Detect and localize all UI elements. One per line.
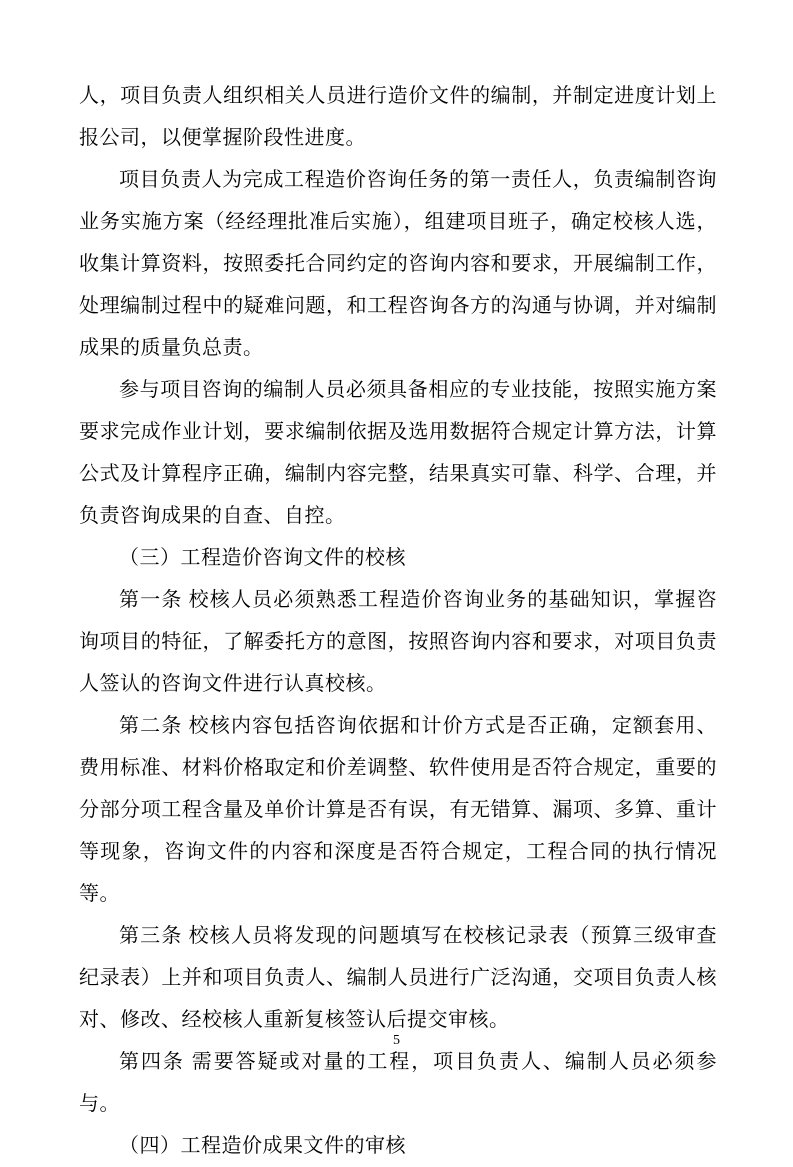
paragraph-article-four: 第四条 需要答疑或对量的工程，项目负责人、编制人员必须参与。 (79, 1051, 717, 1115)
section-heading-four: （四）工程造价成果文件的审核 (119, 1135, 406, 1157)
section-heading-three: （三）工程造价咨询文件的校核 (119, 547, 406, 569)
document-body (79, 75, 717, 1167)
paragraph-continuation: 人，项目负责人组织相关人员进行造价文件的编制，并制定进度计划上报公司，以便掌握阶段性进度。 (79, 85, 717, 149)
page-number: 5 (393, 1033, 400, 1048)
paragraph-article-two: 第二条 校核内容包括咨询依据和计价方式是否正确，定额套用、费用标准、材料价格取定和价差调整、软件使用是否符合规定，重要的分部分项工程含量及单价计算是否有误，有无错算、漏项、多算、重计等现象，咨询文件的内容和深度是否符合规定，工程合同的执行情况等。 (79, 715, 717, 905)
paragraph-compiler-duty: 参与项目咨询的编制人员必须具备相应的专业技能，按照实施方案要求完成作业计划，要求编制依据及选用数据符合规定计算方法，计算公式及计算程序正确，编制内容完整，结果真实可靠、科学、合理，并负责咨询成果的自查、自控。 (79, 379, 717, 527)
paragraph-project-leader-duty: 项目负责人为完成工程造价咨询任务的第一责任人，负责编制咨询业务实施方案（经经理批准后实施），组建项目班子，确定校核人选，收集计算资料，按照委托合同约定的咨询内容和要求，开展编制工作，处理编制过程中的疑难问题，和工程咨询各方的沟通与协调，并对编制成果的质量负总责。 (79, 169, 717, 359)
paragraph-article-three: 第三条 校核人员将发现的问题填写在校核记录表（预算三级审查纪录表）上并和项目负责人、编制人员进行广泛沟通，交项目负责人核对、修改、经校核人重新复核签认后提交审核。 (79, 925, 717, 1031)
paragraph-article-one: 第一条 校核人员必须熟悉工程造价咨询业务的基础知识，掌握咨询项目的特征，了解委托方的意图，按照咨询内容和要求，对项目负责人签认的咨询文件进行认真校核。 (79, 589, 717, 695)
